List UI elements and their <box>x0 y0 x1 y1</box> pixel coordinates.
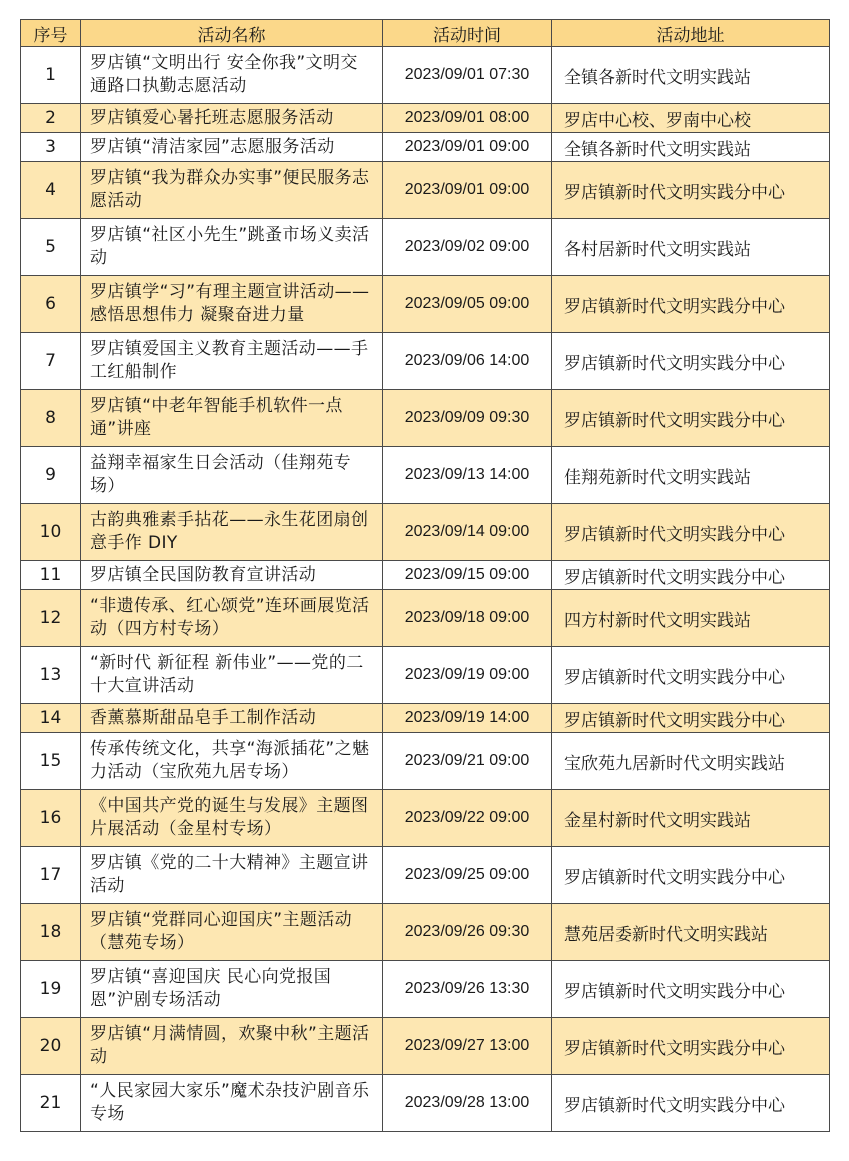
activity-name: “人民家园大家乐”魔术杂技沪剧音乐专场 <box>81 1075 383 1132</box>
header-time: 活动时间 <box>383 20 552 47</box>
table-header-row <box>21 20 830 47</box>
table-row <box>21 219 830 276</box>
table-row <box>21 1075 830 1132</box>
activity-time: 2023/09/19 14:00 <box>383 704 552 733</box>
activity-name: 罗店镇“社区小先生”跳蚤市场义卖活动 <box>81 219 383 276</box>
table-row <box>21 447 830 504</box>
table-row <box>21 590 830 647</box>
row-number: 15 <box>21 733 81 790</box>
activity-time: 2023/09/02 09:00 <box>383 219 552 276</box>
activity-name: 传承传统文化，共享“海派插花”之魅力活动（宝欣苑九居专场） <box>81 733 383 790</box>
activity-location: 全镇各新时代文明实践站 <box>552 47 830 104</box>
row-number: 6 <box>21 276 81 333</box>
row-number: 19 <box>21 961 81 1018</box>
table-row <box>21 790 830 847</box>
activity-name: 罗店镇“清洁家园”志愿服务活动 <box>81 133 383 162</box>
activity-time: 2023/09/09 09:30 <box>383 390 552 447</box>
activity-time: 2023/09/01 09:00 <box>383 133 552 162</box>
row-number: 9 <box>21 447 81 504</box>
table-row <box>21 162 830 219</box>
activity-location: 佳翔苑新时代文明实践站 <box>552 447 830 504</box>
activity-time: 2023/09/28 13:00 <box>383 1075 552 1132</box>
activity-location: 罗店镇新时代文明实践分中心 <box>552 647 830 704</box>
table-row <box>21 504 830 561</box>
table-row <box>21 647 830 704</box>
activity-location: 罗店镇新时代文明实践分中心 <box>552 704 830 733</box>
activity-location: 罗店镇新时代文明实践分中心 <box>552 390 830 447</box>
row-number: 16 <box>21 790 81 847</box>
activity-time: 2023/09/06 14:00 <box>383 333 552 390</box>
activity-time: 2023/09/26 13:30 <box>383 961 552 1018</box>
table-body <box>21 47 830 1132</box>
activity-time: 2023/09/14 09:00 <box>383 504 552 561</box>
table-row <box>21 847 830 904</box>
activity-location: 罗店镇新时代文明实践分中心 <box>552 847 830 904</box>
activity-name: 益翔幸福家生日会活动（佳翔苑专场） <box>81 447 383 504</box>
activity-location: 罗店镇新时代文明实践分中心 <box>552 333 830 390</box>
activity-time: 2023/09/27 13:00 <box>383 1018 552 1075</box>
activity-time: 2023/09/26 09:30 <box>383 904 552 961</box>
activity-time: 2023/09/05 09:00 <box>383 276 552 333</box>
row-number: 3 <box>21 133 81 162</box>
row-number: 5 <box>21 219 81 276</box>
activity-name: 罗店镇爱国主义教育主题活动——手工红船制作 <box>81 333 383 390</box>
table-row <box>21 276 830 333</box>
activity-time: 2023/09/19 09:00 <box>383 647 552 704</box>
activity-time: 2023/09/13 14:00 <box>383 447 552 504</box>
activity-location: 罗店镇新时代文明实践分中心 <box>552 1075 830 1132</box>
row-number: 1 <box>21 47 81 104</box>
header-name: 活动名称 <box>81 20 383 47</box>
activity-name: “非遗传承、红心颂党”连环画展览活动（四方村专场） <box>81 590 383 647</box>
activity-location: 慧苑居委新时代文明实践站 <box>552 904 830 961</box>
activity-name: 罗店镇《党的二十大精神》主题宣讲活动 <box>81 847 383 904</box>
row-number: 18 <box>21 904 81 961</box>
activity-name: 罗店镇“中老年智能手机软件一点通”讲座 <box>81 390 383 447</box>
activity-time: 2023/09/18 09:00 <box>383 590 552 647</box>
row-number: 12 <box>21 590 81 647</box>
table-row <box>21 133 830 162</box>
table-row <box>21 704 830 733</box>
row-number: 13 <box>21 647 81 704</box>
activity-location: 罗店镇新时代文明实践分中心 <box>552 561 830 590</box>
table-row <box>21 733 830 790</box>
row-number: 11 <box>21 561 81 590</box>
row-number: 10 <box>21 504 81 561</box>
activity-name: 香薰慕斯甜品皂手工制作活动 <box>81 704 383 733</box>
activity-name: 《中国共产党的诞生与发展》主题图片展活动（金星村专场） <box>81 790 383 847</box>
activity-location: 罗店镇新时代文明实践分中心 <box>552 961 830 1018</box>
header-location: 活动地址 <box>552 20 830 47</box>
activity-name: 罗店镇全民国防教育宣讲活动 <box>81 561 383 590</box>
activity-name: 罗店镇“喜迎国庆 民心向党报国恩”沪剧专场活动 <box>81 961 383 1018</box>
activity-location: 宝欣苑九居新时代文明实践站 <box>552 733 830 790</box>
row-number: 2 <box>21 104 81 133</box>
activity-schedule-table <box>20 19 830 1132</box>
table-row <box>21 904 830 961</box>
activity-location: 罗店镇新时代文明实践分中心 <box>552 276 830 333</box>
activity-location: 全镇各新时代文明实践站 <box>552 133 830 162</box>
activity-time: 2023/09/25 09:00 <box>383 847 552 904</box>
activity-name: 罗店镇“文明出行 安全你我”文明交通路口执勤志愿活动 <box>81 47 383 104</box>
row-number: 4 <box>21 162 81 219</box>
activity-location: 罗店镇新时代文明实践分中心 <box>552 162 830 219</box>
row-number: 17 <box>21 847 81 904</box>
activity-location: 四方村新时代文明实践站 <box>552 590 830 647</box>
activity-name: 罗店镇爱心暑托班志愿服务活动 <box>81 104 383 133</box>
activity-name: 罗店镇“我为群众办实事”便民服务志愿活动 <box>81 162 383 219</box>
table-row <box>21 561 830 590</box>
activity-name: 罗店镇学“习”有理主题宣讲活动——感悟思想伟力 凝聚奋进力量 <box>81 276 383 333</box>
row-number: 14 <box>21 704 81 733</box>
activity-name: 罗店镇“党群同心迎国庆”主题活动（慧苑专场） <box>81 904 383 961</box>
activity-location: 罗店镇新时代文明实践分中心 <box>552 504 830 561</box>
header-no: 序号 <box>21 20 81 47</box>
row-number: 7 <box>21 333 81 390</box>
table-row <box>21 390 830 447</box>
table-row <box>21 961 830 1018</box>
activity-name: 古韵典雅素手拈花——永生花团扇创意手作 DIY <box>81 504 383 561</box>
activity-time: 2023/09/01 09:00 <box>383 162 552 219</box>
table-row <box>21 104 830 133</box>
activity-name: “新时代 新征程 新伟业”——党的二十大宣讲活动 <box>81 647 383 704</box>
activity-location: 罗店镇新时代文明实践分中心 <box>552 1018 830 1075</box>
activity-time: 2023/09/01 08:00 <box>383 104 552 133</box>
activity-location: 各村居新时代文明实践站 <box>552 219 830 276</box>
table-row <box>21 1018 830 1075</box>
row-number: 20 <box>21 1018 81 1075</box>
activity-location: 金星村新时代文明实践站 <box>552 790 830 847</box>
activity-time: 2023/09/01 07:30 <box>383 47 552 104</box>
activity-time: 2023/09/21 09:00 <box>383 733 552 790</box>
table-row <box>21 333 830 390</box>
activity-location: 罗店中心校、罗南中心校 <box>552 104 830 133</box>
activity-time: 2023/09/22 09:00 <box>383 790 552 847</box>
activity-name: 罗店镇“月满情圆，欢聚中秋”主题活动 <box>81 1018 383 1075</box>
row-number: 8 <box>21 390 81 447</box>
row-number: 21 <box>21 1075 81 1132</box>
activity-time: 2023/09/15 09:00 <box>383 561 552 590</box>
table-row <box>21 47 830 104</box>
